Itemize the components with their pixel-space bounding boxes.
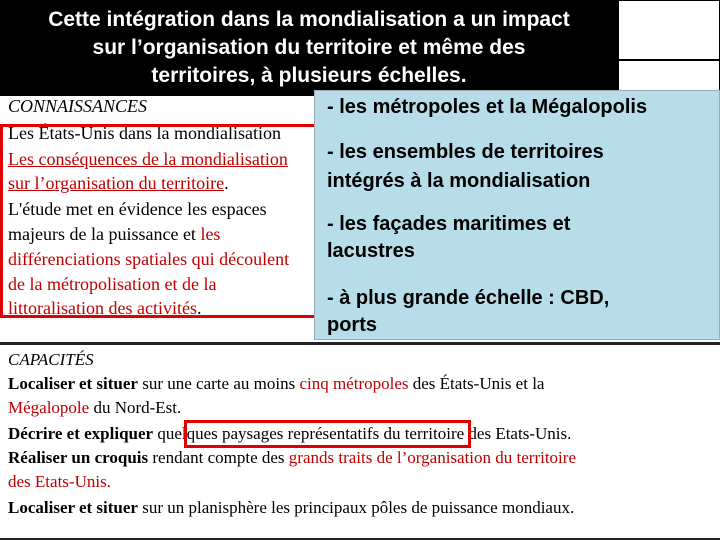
capacities-line-2 <box>8 397 181 419</box>
capacities-line-4-a: rendant compte des <box>148 448 289 467</box>
info-panel <box>314 90 720 340</box>
capacities-line-2-red: Mégalopole <box>8 398 90 417</box>
capacities-line-2-b: du Nord-Est. <box>89 398 182 417</box>
capacities-line-4 <box>8 447 576 469</box>
knowledge-line-3-end: . <box>224 173 229 193</box>
title-line-3: territoires, à plusieurs échelles. <box>151 64 467 87</box>
panel-item-facades-2: lacustres <box>327 240 415 262</box>
panel-item-metropoles: - les métropoles et la Mégalopolis <box>327 96 648 118</box>
knowledge-line-8-red: littoralisation des activités <box>8 298 197 318</box>
title-line-2: sur l’organisation du territoire et même des <box>92 36 526 59</box>
capacities-line-6 <box>8 497 574 519</box>
knowledge-line-1: Les États-Unis dans la mondialisation <box>8 123 281 143</box>
panel-item-facades-1: - les façades maritimes et <box>327 213 571 235</box>
title-line-1: Cette intégration dans la mondialisation a un impact <box>48 8 570 31</box>
knowledge-line-7: de la métropolisation et de la <box>8 274 217 294</box>
capacities-line-1-red: cinq métropoles <box>299 374 409 393</box>
paysages-highlight-box <box>184 420 471 448</box>
capacities-line-1-bold: Localiser et situer <box>8 374 138 393</box>
capacities-heading: CAPACITÉS <box>8 350 94 369</box>
panel-item-territoires-1: - les ensembles de territoires <box>327 141 604 163</box>
capacities-line-1-b: des États-Unis et la <box>408 374 545 393</box>
capacities-line-4-bold: Réaliser un croquis <box>8 448 149 467</box>
capacities-line-4-red: grands traits de l’organisation du territoire <box>288 448 576 467</box>
slide-title <box>0 0 618 96</box>
knowledge-line-8-end: . <box>196 298 202 318</box>
capacities-line-3-bold: Décrire et expliquer <box>8 424 154 443</box>
knowledge-line-5-a: majeurs de la puissance et <box>8 224 201 244</box>
panel-item-echelle-2: ports <box>327 314 377 336</box>
corner-box-top <box>618 0 720 60</box>
capacities-line-1-a: sur une carte au moins <box>137 374 300 393</box>
knowledge-highlight-box <box>0 124 320 318</box>
panel-item-echelle-1: - à plus grande échelle : CBD, <box>327 287 610 309</box>
capacities-line-3-a: quelques paysages représentatifs du territoire des Etats-Unis. <box>153 424 572 443</box>
knowledge-line-3-red: sur l’organisation du territoire <box>8 173 225 193</box>
knowledge-line-4: L'étude met en évidence les espaces <box>8 199 267 219</box>
knowledge-line-2: Les conséquences de la mondialisation <box>8 149 288 169</box>
knowledge-heading: CONNAISSANCES <box>8 96 148 116</box>
capacities-line-5: des Etats-Unis. <box>8 472 111 491</box>
knowledge-line-5-red: les <box>200 224 221 244</box>
capacities-line-6-bold: Localiser et situer <box>8 498 138 517</box>
capacities-line-1 <box>8 373 544 395</box>
capacities-line-6-a: sur un planisphère les principaux pôles de puissance mondiaux. <box>137 498 575 517</box>
panel-item-territoires-2: intégrés à la mondialisation <box>327 170 591 192</box>
knowledge-line-6: différenciations spatiales qui découlent <box>8 249 290 269</box>
